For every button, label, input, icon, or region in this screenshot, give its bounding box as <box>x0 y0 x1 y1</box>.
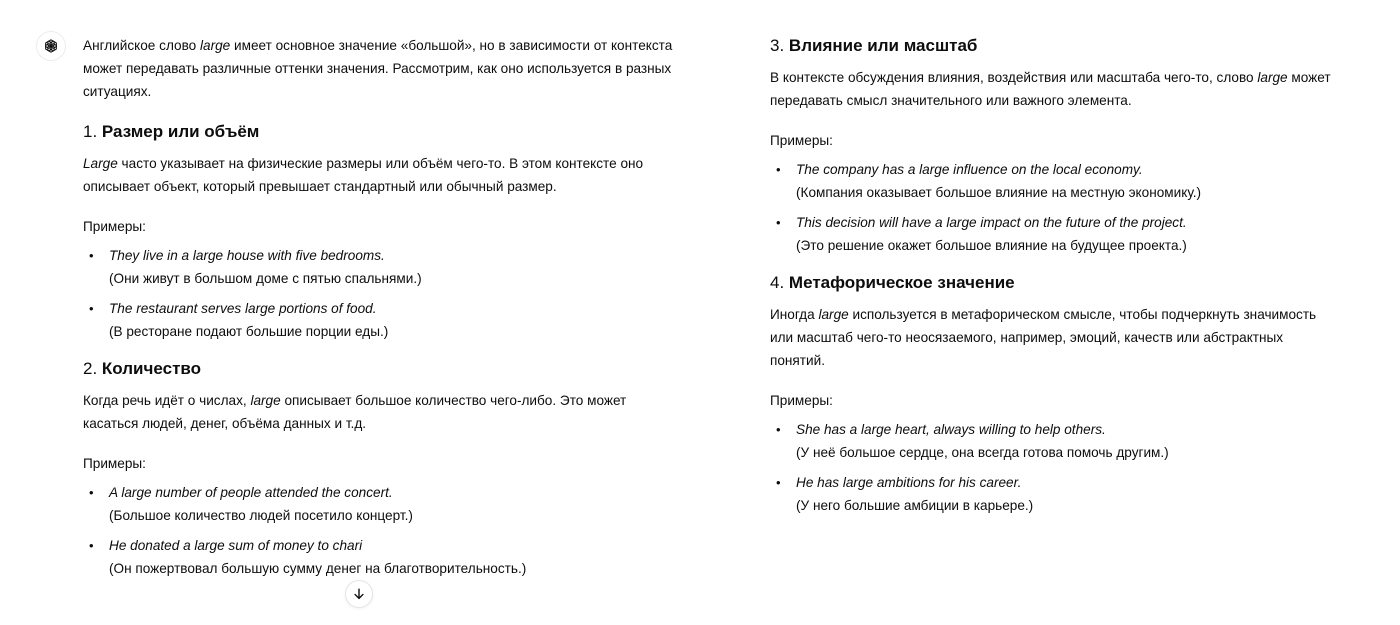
examples-label: Примеры: <box>83 219 146 234</box>
examples-list <box>83 244 673 343</box>
section-heading: 3. Влияние или масштаб <box>770 36 978 55</box>
section-heading: 4. Метафорическое значение <box>770 273 1015 292</box>
message-column-left <box>83 34 673 594</box>
section-size <box>83 120 673 343</box>
intro-paragraph: Английское слово large имеет основное значение «большой», но в зависимости от контекста может передавать различные оттенки значения. Рассмотрим, как оно используется в разных ситуациях. <box>83 38 673 99</box>
list-item <box>770 158 1340 204</box>
section-paragraph: Иногда large используется в метафорическом смысле, чтобы подчеркнуть значимость или масштаб чего-то неосязаемого, например, эмоций, качеств или абстрактных понятий. <box>770 307 1317 368</box>
bullet-icon: • <box>776 422 781 437</box>
list-item <box>770 418 1340 464</box>
section-paragraph: Когда речь идёт о числах, large описывает большое количество чего-либо. Это может касаться людей, денег, объёма данных и т.д. <box>83 393 627 431</box>
list-item <box>770 471 1340 517</box>
section-heading: 2. Количество <box>83 359 201 378</box>
bullet-icon: • <box>776 475 781 490</box>
example-translation: (Они живут в большом доме с пятью спальнями.) <box>109 271 422 286</box>
section-metaphorical <box>770 271 1340 517</box>
example-translation: (Большое количество людей посетило концерт.) <box>109 508 413 523</box>
message-column-right <box>770 34 1340 531</box>
example-english: They live in a large house with five bedrooms. <box>109 248 385 263</box>
examples-label: Примеры: <box>770 133 833 148</box>
section-heading: 1. Размер или объём <box>83 122 260 141</box>
example-translation: (У него большие амбиции в карьере.) <box>796 498 1034 513</box>
example-translation: (Это решение окажет большое влияние на будущее проекта.) <box>796 238 1187 253</box>
examples-list <box>770 418 1340 517</box>
example-english: This decision will have a large impact on the future of the project. <box>796 215 1187 230</box>
example-translation: (Компания оказывает большое влияние на местную экономику.) <box>796 185 1202 200</box>
bullet-icon: • <box>89 538 94 553</box>
bullet-icon: • <box>776 162 781 177</box>
section-paragraph: В контексте обсуждения влияния, воздействия или масштаба чего-то, слово large может передавать смысл значительного или важного элемента. <box>770 70 1331 108</box>
section-paragraph: Large часто указывает на физические размеры или объём чего-то. В этом контексте оно описывает объект, который превышает стандартный или обычный размер. <box>83 156 644 194</box>
example-translation: (В ресторане подают большие порции еды.) <box>109 324 389 339</box>
example-english: The restaurant serves large portions of food. <box>109 301 377 316</box>
example-english: He has large ambitions for his career. <box>796 475 1022 490</box>
example-english: She has a large heart, always willing to help others. <box>796 422 1106 437</box>
example-english: A large number of people attended the concert. <box>109 485 393 500</box>
example-translation: (У неё большое сердце, она всегда готова помочь другим.) <box>796 445 1169 460</box>
list-item <box>770 211 1340 257</box>
bullet-icon: • <box>89 301 94 316</box>
scroll-to-bottom-button[interactable] <box>345 580 373 608</box>
examples-list <box>83 481 673 580</box>
bullet-icon: • <box>89 485 94 500</box>
examples-label: Примеры: <box>770 393 833 408</box>
examples-list <box>770 158 1340 257</box>
list-item <box>83 534 673 580</box>
example-english: He donated a large sum of money to chari <box>109 538 363 553</box>
example-english: The company has a large influence on the local economy. <box>796 162 1143 177</box>
openai-logo-icon <box>42 37 60 55</box>
bullet-icon: • <box>89 248 94 263</box>
list-item <box>83 244 673 290</box>
assistant-avatar <box>36 31 66 61</box>
examples-label: Примеры: <box>83 456 146 471</box>
section-quantity <box>83 357 673 580</box>
arrow-down-icon <box>352 587 366 601</box>
section-influence <box>770 34 1340 257</box>
list-item <box>83 481 673 527</box>
example-translation: (Он пожертвовал большую сумму денег на благотворительность.) <box>109 561 527 576</box>
list-item <box>83 297 673 343</box>
bullet-icon: • <box>776 215 781 230</box>
